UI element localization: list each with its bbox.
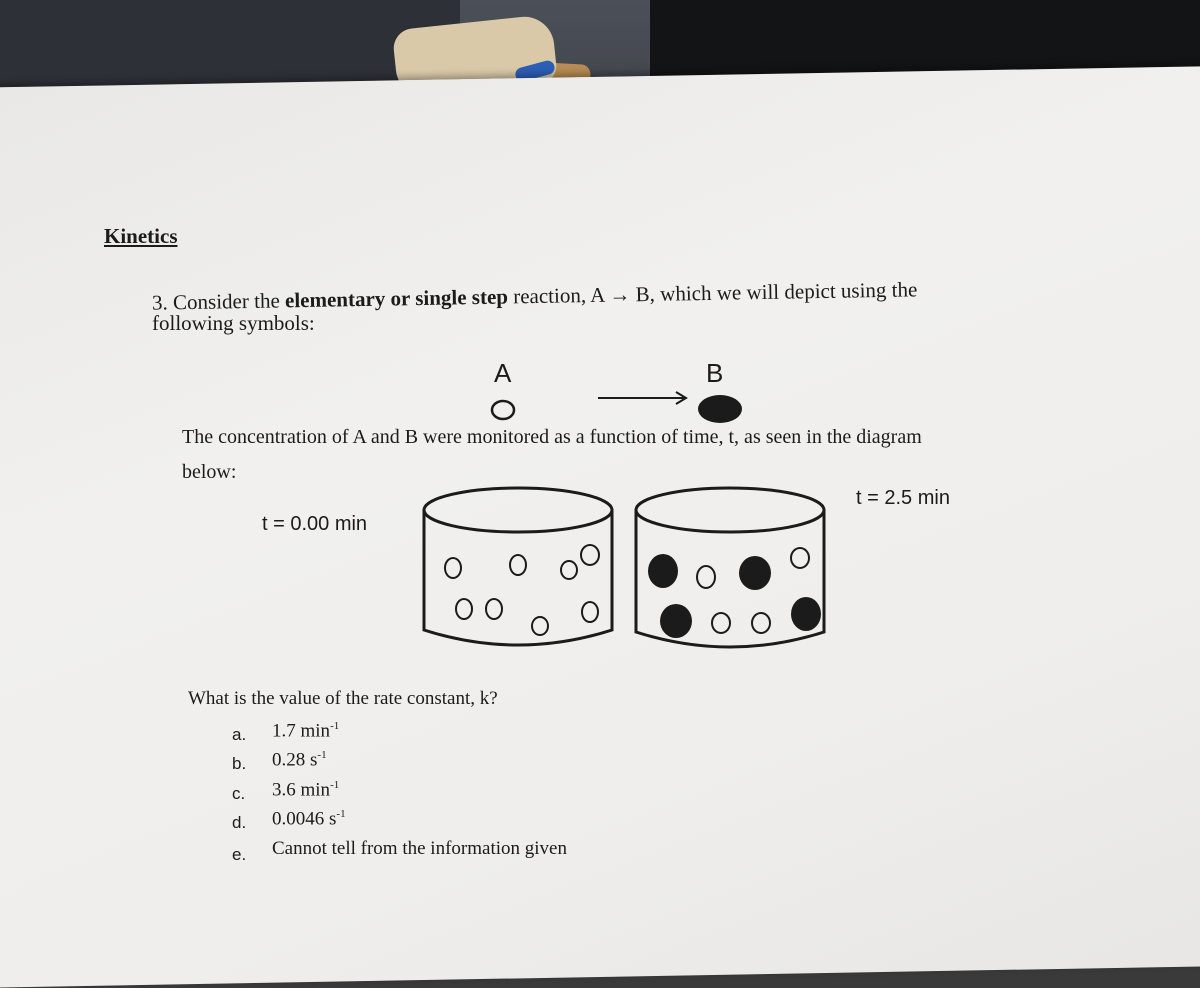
molecule-a <box>561 561 577 579</box>
molecule-a <box>532 617 548 635</box>
option-d-letter: d. <box>232 813 247 832</box>
time-start-label: t = 0.00 min <box>262 513 368 535</box>
filled-circle-symbol-b <box>698 395 742 423</box>
molecule-a <box>456 599 472 619</box>
molecule-a <box>791 548 809 568</box>
molecule-a <box>510 555 526 575</box>
molecule-a <box>445 558 461 578</box>
molecule-a <box>752 613 770 633</box>
molecule-a <box>697 566 715 588</box>
option-a-letter: a. <box>232 725 247 744</box>
question-intro-line2: following symbols: <box>152 311 315 335</box>
option-d-text[interactable]: 0.0046 $s^{-1}$ <box>272 808 346 830</box>
molecule-b <box>660 604 692 638</box>
option-b-text[interactable]: 0.28 $s^{-1}$ <box>272 749 327 771</box>
question-intro-line1: 3. Consider the elementary or single step reaction, A → B, which we will depict using the <box>151 277 918 315</box>
option-c-text[interactable]: 3.6 $\min^{-1}$ <box>272 779 340 801</box>
molecule-a <box>712 613 730 633</box>
molecule-a <box>582 602 598 622</box>
species-b-label: B <box>706 358 724 388</box>
option-e-letter: e. <box>232 845 247 864</box>
molecule-b <box>791 597 821 631</box>
molecule-b <box>648 554 678 588</box>
monitor-text-line2: below: <box>182 461 237 483</box>
molecule-a <box>581 545 599 565</box>
species-a-label: A <box>494 358 512 388</box>
beaker-t2-5 <box>636 488 824 647</box>
option-c-letter: c. <box>232 784 246 803</box>
rate-constant-question: What is the value of the rate constant, k? <box>188 688 498 709</box>
open-circle-symbol-a <box>492 401 514 419</box>
option-e-text[interactable]: Cannot tell from the information given <box>272 838 567 859</box>
section-heading: Kinetics <box>104 224 178 248</box>
molecule-a <box>486 599 502 619</box>
option-b-letter: b. <box>232 754 247 773</box>
beaker-t0 <box>424 488 612 645</box>
monitor-text-line1: The concentration of A and B were monitored as a function of time, t, as seen in the diagram <box>182 426 922 448</box>
molecule-b <box>739 556 771 590</box>
time-end-label: t = 2.5 min <box>856 487 950 509</box>
option-a-text[interactable]: 1.7 $\min^{-1}$ <box>272 720 340 742</box>
